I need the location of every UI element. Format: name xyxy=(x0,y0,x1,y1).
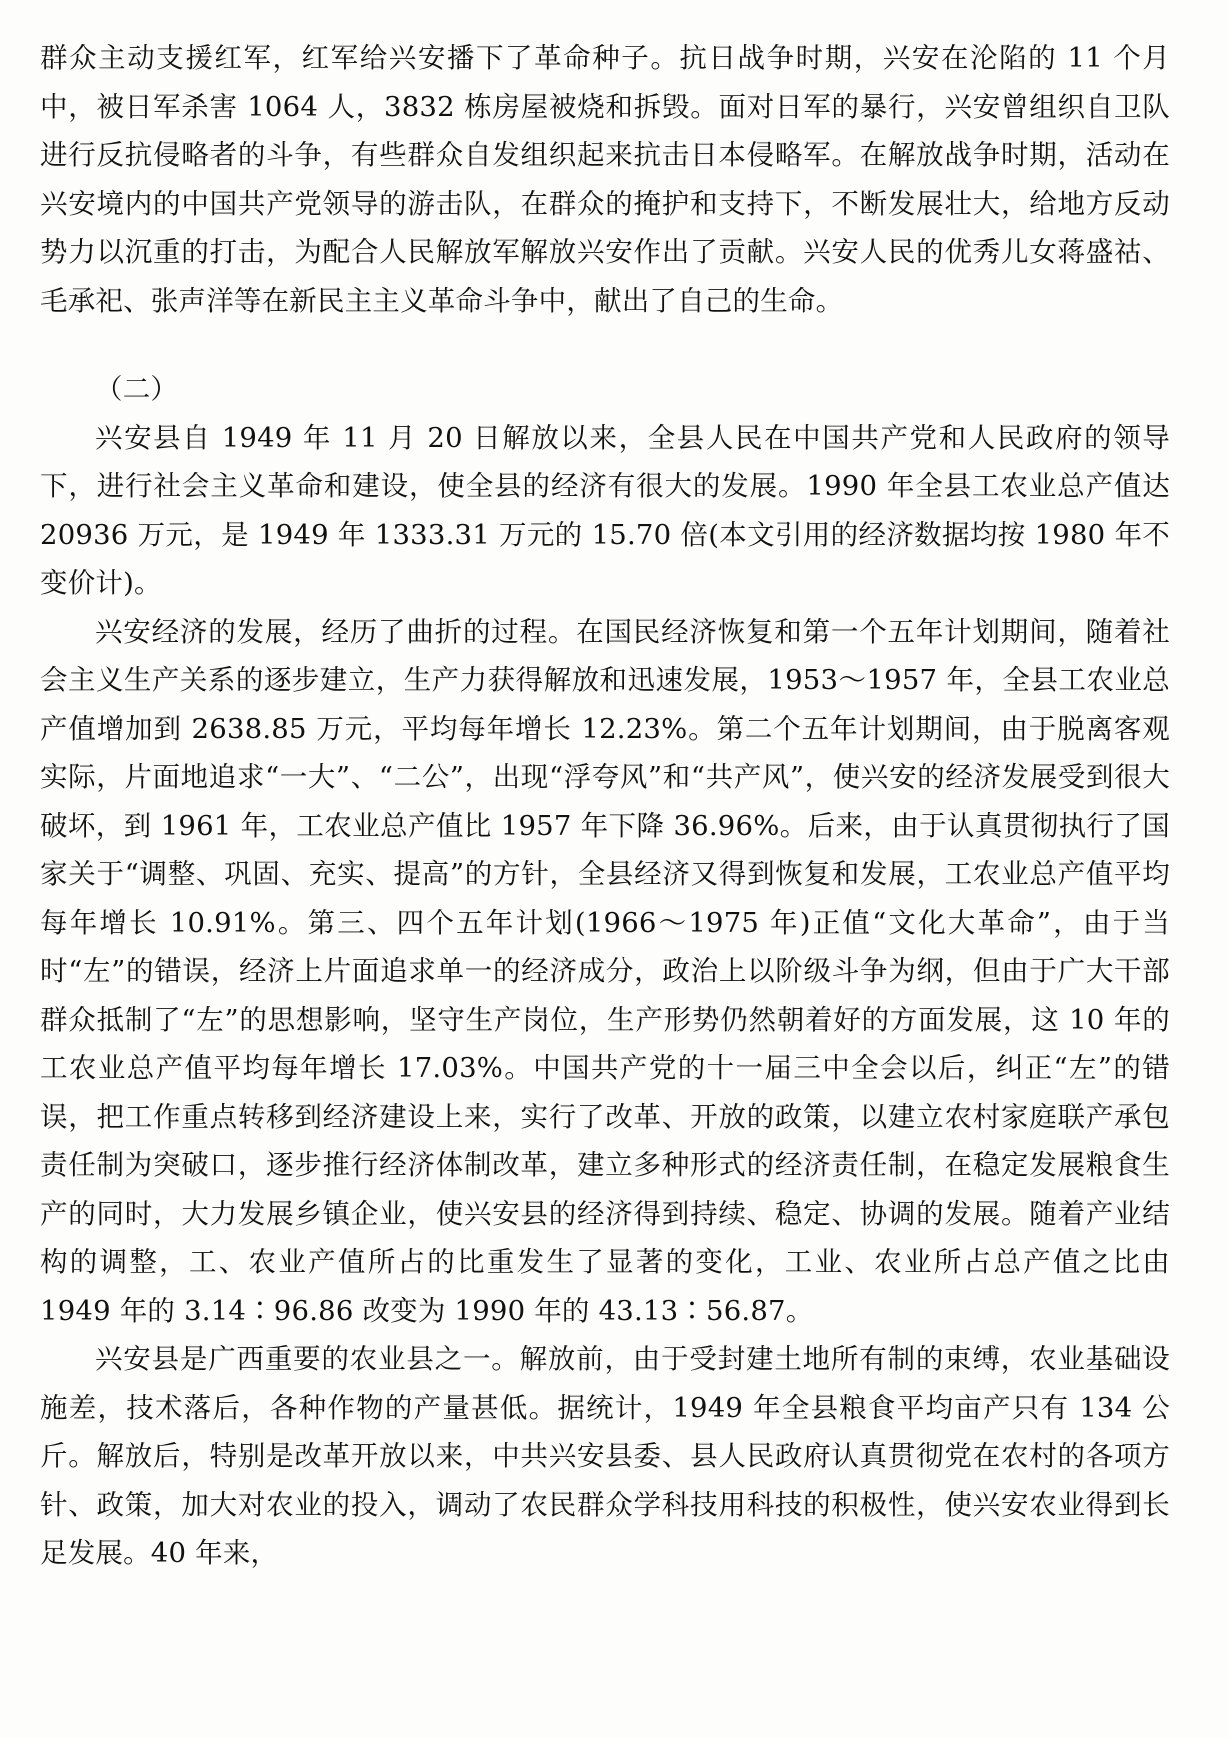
paragraph-economy-overview: 兴安县自 1949 年 11 月 20 日解放以来，全县人民在中国共产党和人民政府的领导下，进行社会主义革命和建设，使全县的经济有很大的发展。1990 年全县工农业总产值达 20936 万元，是 1949 年 1333.31 万元的 15.70 倍(本文引用的经济数据均按 1980 年不变价计)。 xyxy=(40,421,1170,599)
section-heading: （二） xyxy=(95,373,179,405)
paragraph-economy-development: 兴安经济的发展，经历了曲折的过程。在国民经济恢复和第一个五年计划期间，随着社会主义生产关系的逐步建立，生产力获得解放和迅速发展，1953～1957 年，全县工农业总产值增加到 2638.85 万元，平均每年增长 12.23%。第二个五年计划期间，由于脱离客观实际，片面地追求“一大”、“二公”，出现“浮夸风”和“共产风”，使兴安的经济发展受到很大破坏，到 1961 年，工农业总产值比 1957 年下降 36.96%。后来，由于认真贯彻执行了国家关于“调整、巩固、充实、提高”的方针，全县经济又得到恢复和发展，工农业总产值平均每年增长 10.91%。第三、四个五年计划(1966～1975 年)正值“文化大革命”，由于当时“左”的错误，经济上片面追求单一的经济成分，政治上以阶级斗争为纲，但由于广大干部群众抵制了“左”的思想影响，坚守生产岗位，生产形势仍然朝着好的方面发展，这 10 年的工农业总产值平均每年增长 17.03%。中国共产党的十一届三中全会以后，纠正“左”的错误，把工作重点转移到经济建设上来，实行了改革、开放的政策，以建立农村家庭联产承包责任制为突破口，逐步推行经济体制改革，建立多种形式的经济责任制，在稳定发展粮食生产的同时，大力发展乡镇企业，使兴安县的经济得到持续、稳定、协调的发展。随着产业结构的调整，工、农业产值所占的比重发生了显著的变化，工业、农业所占总产值之比由 1949 年的 3.14∶96.86 改变为 1990 年的 43.13∶56.87。 xyxy=(40,615,1170,1327)
paragraph-continuation: 群众主动支援红军，红军给兴安播下了革命种子。抗日战争时期，兴安在沦陷的 11 个月中，被日军杀害 1064 人，3832 栋房屋被烧和拆毁。面对日军的暴行，兴安曾组织自卫队进行反抗侵略者的斗争，有些群众自发组织起来抗击日本侵略军。在解放战争时期，活动在兴安境内的中国共产党领导的游击队，在群众的掩护和支持下，不断发展壮大，给地方反动势力以沉重的打击，为配合人民解放军解放兴安作出了贡献。兴安人民的优秀儿女蒋盛祜、毛承祀、张声洋等在新民主主义革命斗争中，献出了自己的生命。 xyxy=(40,42,1170,317)
page-body xyxy=(40,34,1170,1578)
paragraph-agriculture: 兴安县是广西重要的农业县之一。解放前，由于受封建土地所有制的束缚，农业基础设施差，技术落后，各种作物的产量甚低。据统计，1949 年全县粮食平均亩产只有 134 公斤。解放后，特别是改革开放以来，中共兴安县委、县人民政府认真贯彻党在农村的各项方针、政策，加大对农业的投入，调动了农民群众学科技用科技的积极性，使兴安农业得到长足发展。40 年来， xyxy=(40,1343,1170,1569)
